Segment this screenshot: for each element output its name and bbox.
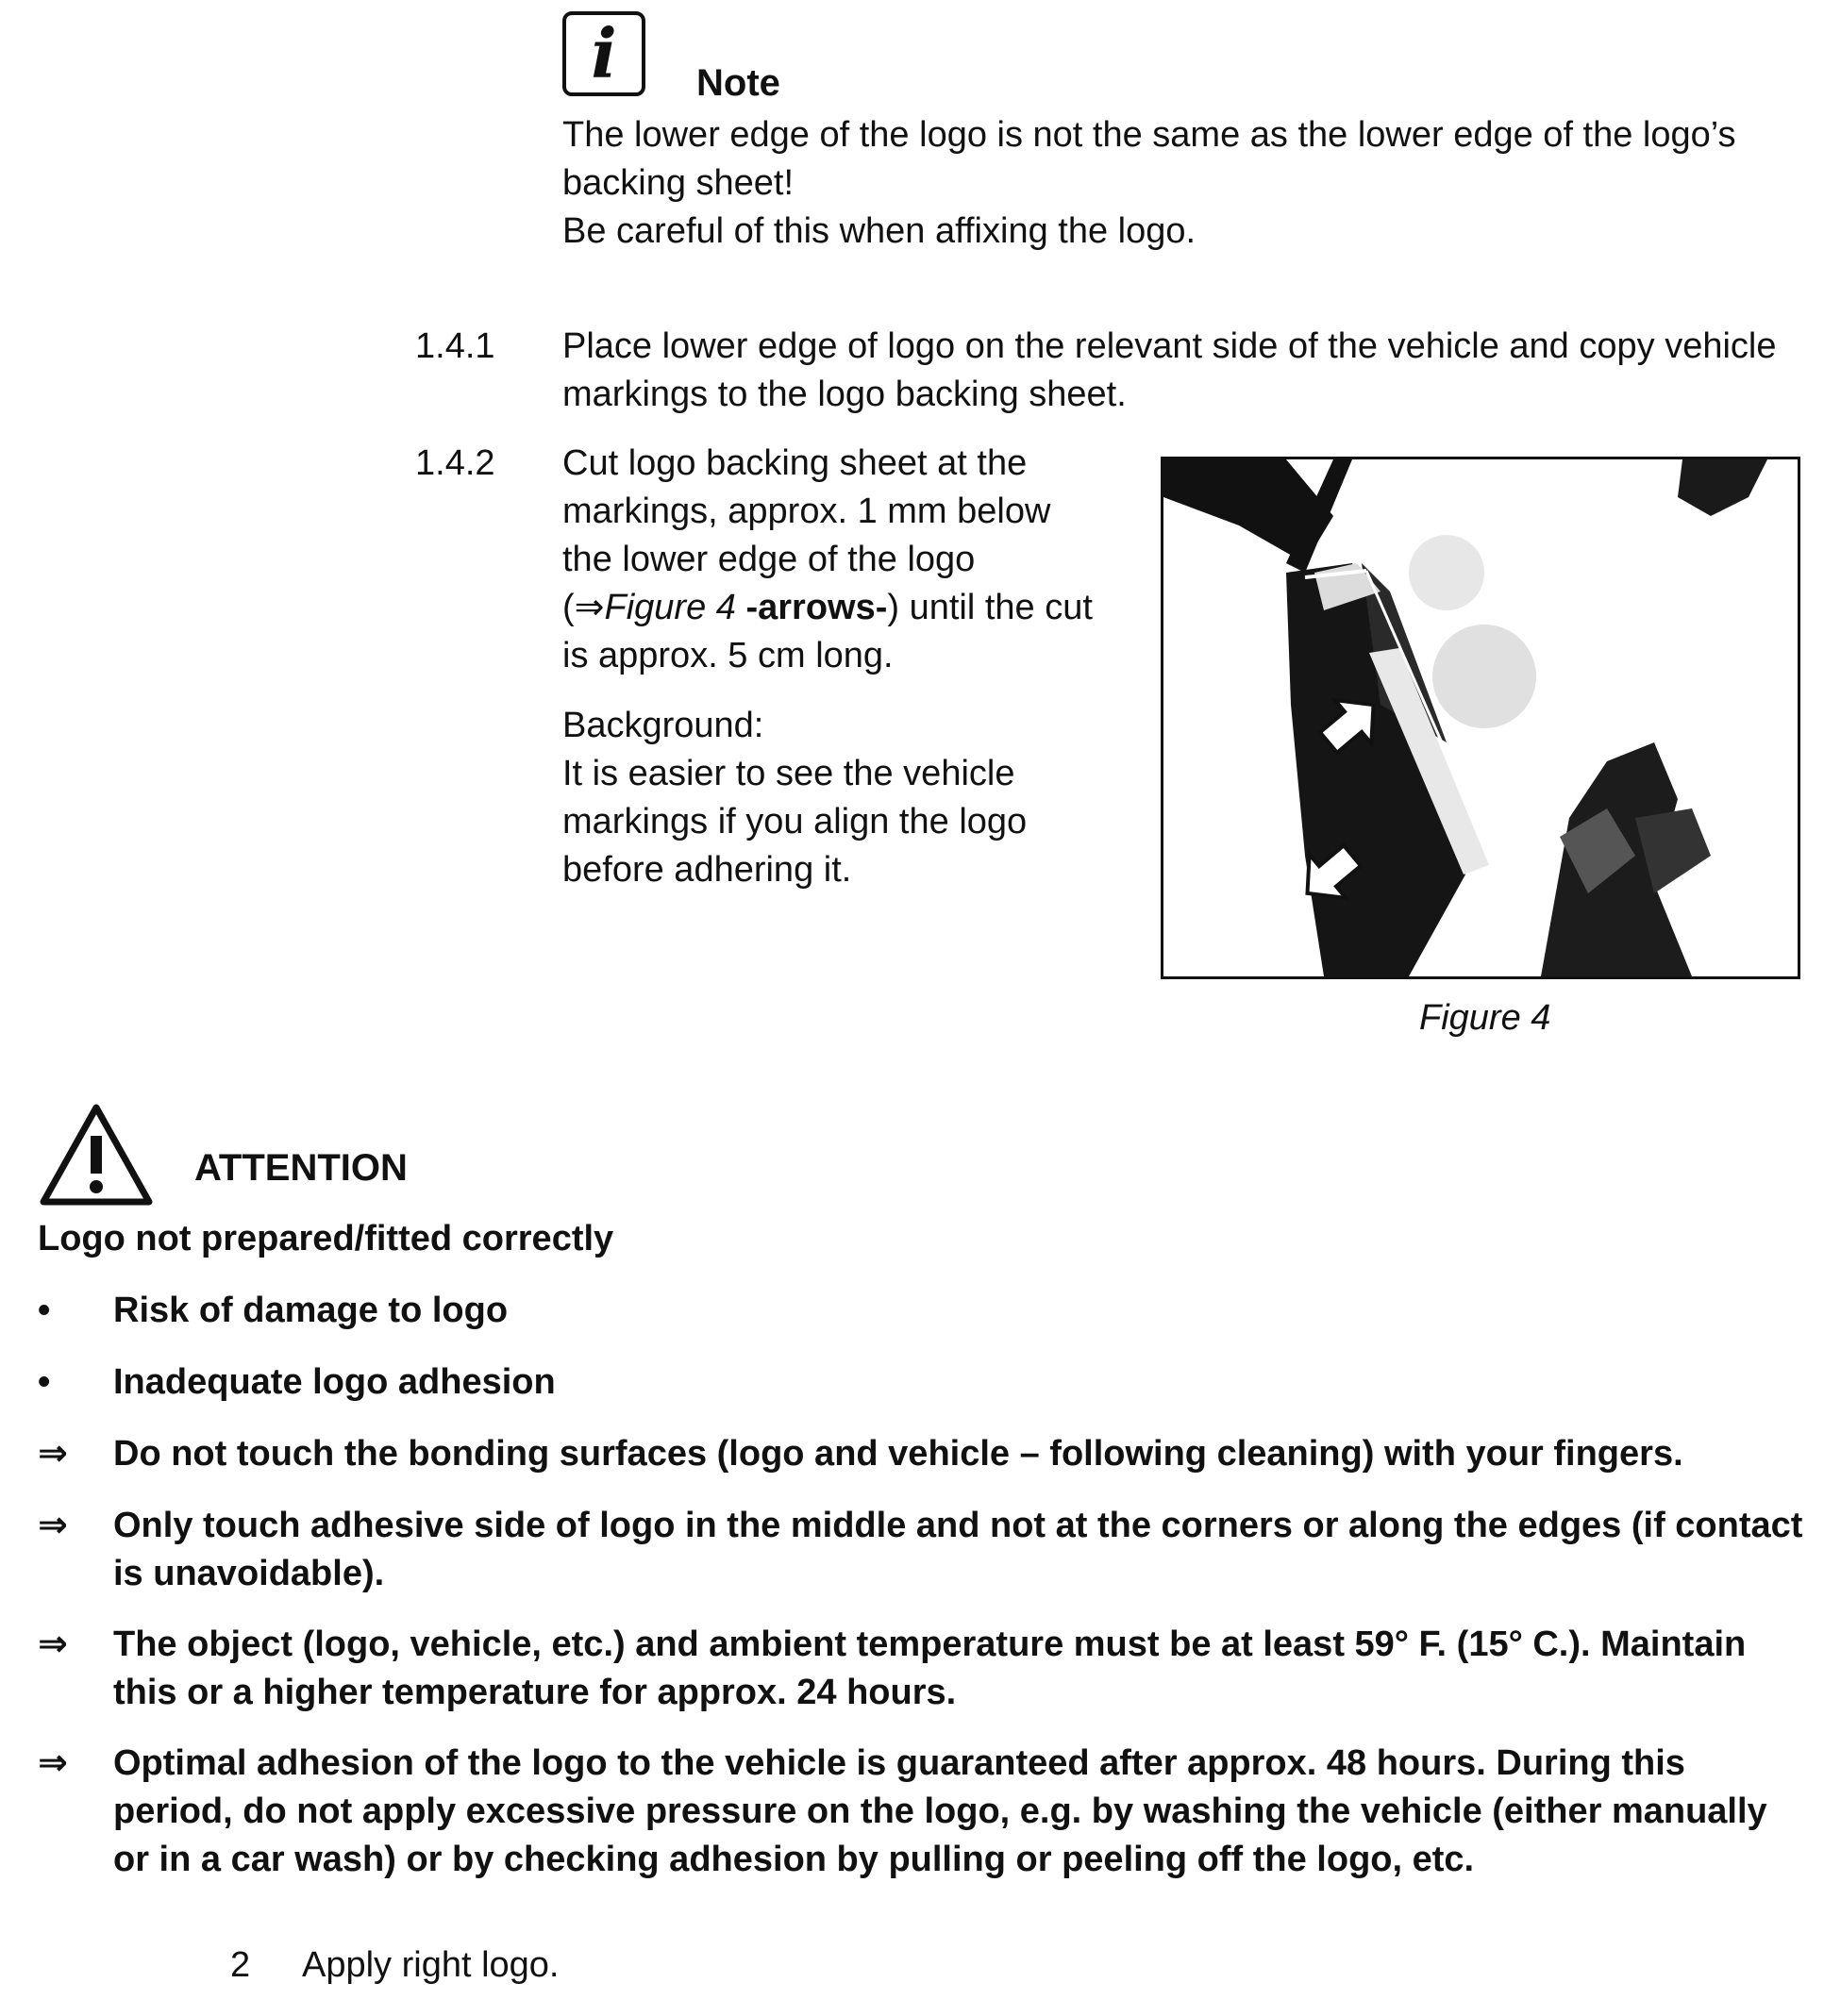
arrow-right-icon: ⇒ bbox=[38, 1743, 68, 1783]
attention-title: ATTENTION bbox=[194, 1147, 408, 1189]
arrow-right-icon: ⇒ bbox=[38, 1624, 68, 1664]
background-text: It is easier to see the vehicle markings if you align the logo before adhering it. bbox=[562, 754, 1028, 890]
figure-ref-arrow-icon: ⇒ bbox=[574, 588, 605, 627]
bullet-text: Inadequate logo adhesion bbox=[113, 1362, 556, 1402]
info-icon: i bbox=[562, 11, 645, 96]
bullet-text: Risk of damage to logo bbox=[113, 1291, 509, 1330]
note-text bbox=[562, 111, 1808, 256]
note-line-2: Be careful of this when affixing the logo. bbox=[562, 211, 1196, 251]
bullet-icon: • bbox=[38, 1291, 51, 1330]
action-text: Optimal adhesion of the logo to the vehicle is guaranteed after approx. 48 hours. During this period, do not apply excessive pressure on the logo, e.g. by washing the vehicle (either manually or in a car wash) or by checking adhesion by pulling or peeling off the logo, etc. bbox=[113, 1743, 1767, 1879]
arrow-right-icon: ⇒ bbox=[38, 1506, 68, 1545]
figure-4 bbox=[1161, 457, 1800, 979]
note-line-1: The lower edge of the logo is not the same as the lower edge of the logo’s backing sheet! bbox=[562, 115, 1736, 203]
step-text-part-2: ) until the cut is approx. 5 cm long. bbox=[562, 588, 1093, 675]
step-number-1-4-2: 1.4.2 bbox=[415, 443, 495, 483]
final-step-text: Apply right logo. bbox=[302, 1945, 560, 1985]
action-text: The object (logo, vehicle, etc.) and ambient temperature must be at least 59° F. (15° C.). Maintain this or a higher temperature for approx. 24 hours. bbox=[113, 1624, 1747, 1712]
step-text-1-4-2 bbox=[562, 440, 1110, 680]
action-text: Do not touch the bonding surfaces (logo and vehicle – following cleaning) with your fingers. bbox=[113, 1434, 1683, 1474]
action-text: Only touch adhesive side of logo in the middle and not at the corners or along the edges (if contact is unavoidable). bbox=[113, 1506, 1803, 1593]
background-note bbox=[562, 702, 1091, 894]
arrow-right-icon: ⇒ bbox=[38, 1434, 68, 1474]
warning-triangle-icon bbox=[38, 1102, 155, 1208]
step-text-part-1: Cut logo backing sheet at the markings, approx. 1 mm below the lower edge of the logo ( bbox=[562, 443, 1051, 627]
logo-cutting-photo bbox=[1163, 459, 1798, 976]
bullet-icon: • bbox=[38, 1362, 51, 1402]
note-title: Note bbox=[696, 62, 780, 104]
attention-subtitle: Logo not prepared/fitted correctly bbox=[38, 1219, 614, 1258]
background-label: Background: bbox=[562, 706, 764, 745]
final-step-number: 2 bbox=[230, 1945, 251, 1985]
figure-caption: Figure 4 bbox=[1419, 998, 1551, 1038]
step-text-1-4-1: Place lower edge of logo on the relevant side of the vehicle and copy vehicle markings to the logo backing sheet. bbox=[562, 326, 1777, 414]
step-number-1-4-1: 1.4.1 bbox=[415, 326, 495, 366]
figure-ref-link[interactable]: Figure 4 bbox=[604, 588, 736, 627]
figure-ref-label: -arrows- bbox=[735, 588, 888, 627]
